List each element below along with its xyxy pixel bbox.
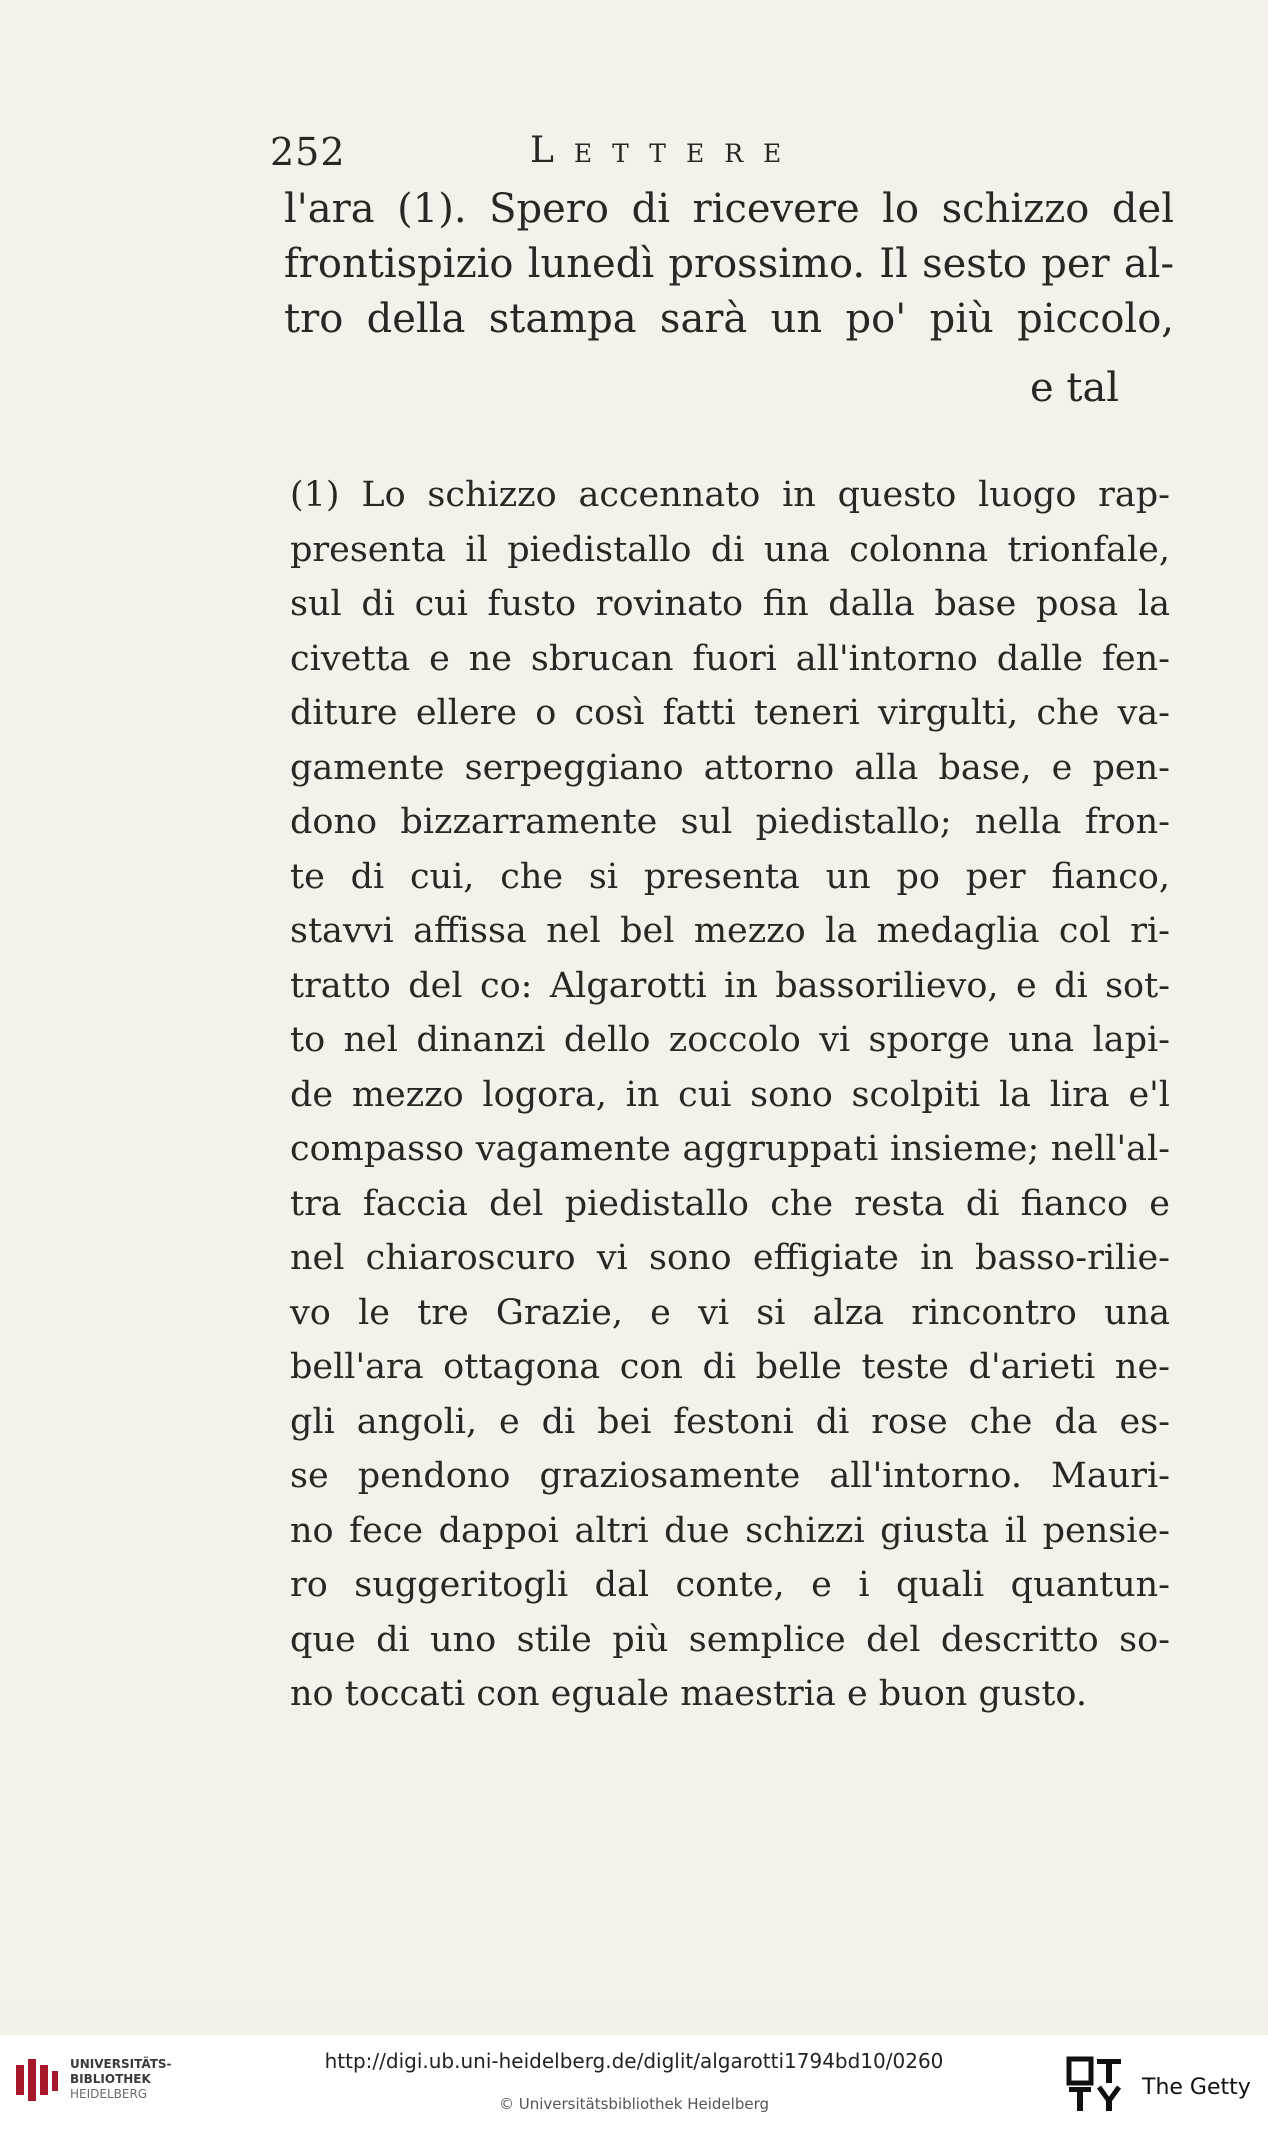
footnote <box>290 468 1170 1722</box>
page-header <box>270 130 950 180</box>
page-number: 252 <box>270 130 346 174</box>
footnote-line: tratto del co: Algarotti in bassorilievo, e di sot- <box>290 965 1170 1006</box>
library-name-line: BIBLIOTHEK <box>70 2072 151 2086</box>
footnote-line: dono bizzarramente sul piedistallo; nella fron- <box>290 802 1170 842</box>
getty-logo <box>1065 2055 1127 2115</box>
footnote-line: gamente serpeggiano attorno alla base, e pen- <box>290 747 1170 788</box>
main-text-line: tro della stampa sarà un po' più piccolo, <box>284 296 1174 342</box>
library-name-line: UNIVERSITÄTS- <box>70 2057 172 2071</box>
footnote-line: (1) Lo schizzo accennato in questo luogo rap- <box>290 475 1170 515</box>
running-head: Lettere <box>530 130 802 171</box>
catchword: e tal <box>1030 365 1120 411</box>
footnote-line: de mezzo logora, in cui sono scolpiti la lira e'l <box>290 1074 1170 1115</box>
footnote-line: que di uno stile più semplice del descritto so- <box>290 1619 1170 1660</box>
footnote-line: te di cui, che si presenta un po per fianco, <box>290 856 1170 897</box>
footnote-line: to nel dinanzi dello zoccolo vi sporge una lapi- <box>290 1020 1170 1060</box>
partner-name: The Getty <box>1142 2075 1251 2100</box>
footnote-line: gli angoli, e di bei festoni di rose che da es- <box>290 1401 1170 1442</box>
footnote-line: tra faccia del piedistallo che resta di fianco e <box>290 1183 1170 1224</box>
footnote-line: compasso vagamente aggruppati insieme; nell'al- <box>290 1129 1170 1169</box>
footnote-line: presenta il piedistallo di una colonna trionfale, <box>290 529 1170 570</box>
main-text-line: l'ara (1). Spero di ricevere lo schizzo del <box>284 186 1174 232</box>
footnote-line: no fece dappoi altri due schizzi giusta il pensie- <box>290 1510 1170 1551</box>
permalink-url[interactable]: http://digi.ub.uni-heidelberg.de/diglit/algarotti1794bd10/0260 <box>324 2049 944 2073</box>
footnote-line: no toccati con eguale maestria e buon gusto. <box>290 1674 1088 1714</box>
footnote-line: vo le tre Grazie, e vi si alza rincontro una <box>290 1292 1170 1333</box>
footnote-line: ro suggeritogli dal conte, e i quali quantun- <box>290 1565 1170 1605</box>
main-text <box>284 182 1174 347</box>
footnote-line: nel chiaroscuro vi sono effigiate in basso-rilie- <box>290 1238 1170 1278</box>
footnote-line: diture ellere o così fatti teneri virgulti, che va- <box>290 693 1170 733</box>
main-text-line: frontispizio lunedì prossimo. Il sesto per al- <box>284 241 1174 287</box>
footnote-line: sul di cui fusto rovinato fin dalla base posa la <box>290 584 1170 624</box>
footnote-line: se pendono graziosamente all'intorno. Mauri- <box>290 1456 1170 1496</box>
library-name-line: HEIDELBERG <box>70 2087 148 2101</box>
copyright-notice: © Universitätsbibliothek Heidelberg <box>498 2095 769 2113</box>
footnote-line: bell'ara ottagona con di belle teste d'arieti ne- <box>290 1347 1170 1387</box>
footnote-line: civetta e ne sbrucan fuori all'intorno dalle fen- <box>290 638 1170 679</box>
viewer-footer <box>0 2035 1268 2132</box>
footnote-line: stavvi affissa nel bel mezzo la medaglia col ri- <box>290 911 1170 951</box>
